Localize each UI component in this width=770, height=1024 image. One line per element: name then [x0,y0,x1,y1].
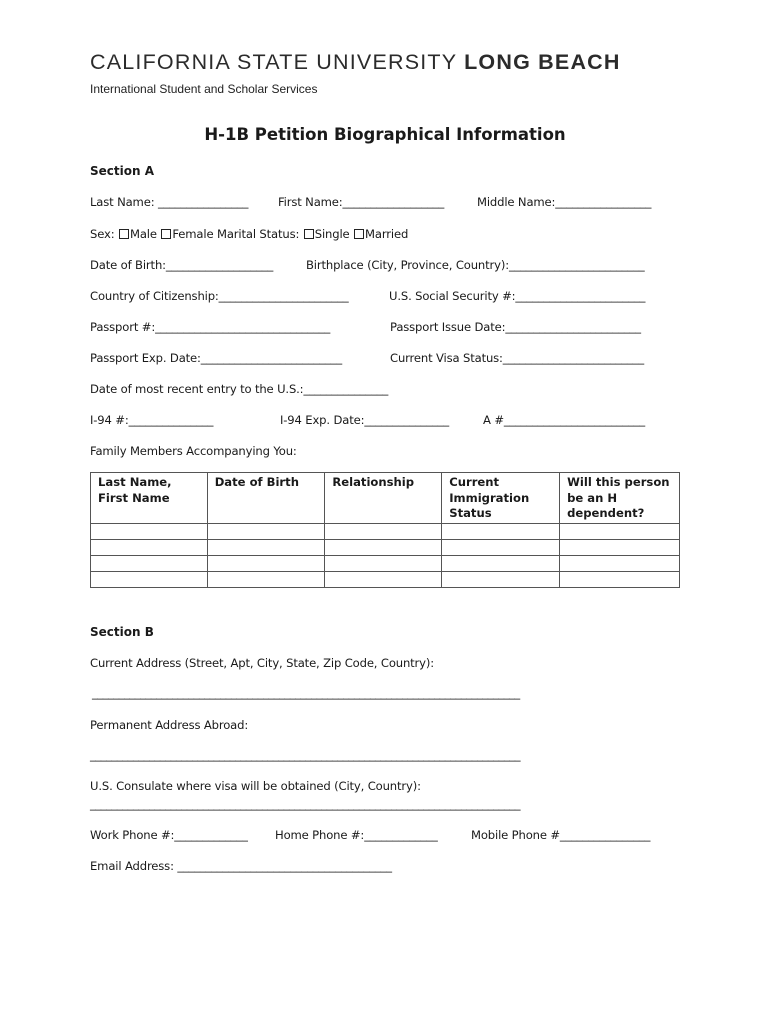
table-row [91,539,680,555]
table-cell[interactable] [91,555,208,571]
current-address-label: Current Address (Street, Apt, City, State, Zip Code, Country): [90,656,435,670]
table-cell[interactable] [207,523,325,539]
mobile-phone-field[interactable]: Mobile Phone #________________ [471,828,651,842]
page-title: H-1B Petition Biographical Information [204,125,566,144]
table-row [91,523,680,539]
single-label: Single [314,227,354,241]
male-checkbox[interactable] [119,229,129,239]
female-checkbox[interactable] [161,229,171,239]
table-cell[interactable] [325,555,442,571]
visa-status-field[interactable]: Current Visa Status:_________________________ [390,351,644,365]
table-row [91,571,680,587]
home-phone-field[interactable]: Home Phone #:_____________ [275,828,438,842]
table-cell[interactable] [207,539,325,555]
table-cell[interactable] [207,555,325,571]
family-members-label: Family Members Accompanying You: [90,444,297,458]
sex-marital-row [90,227,408,241]
table-cell[interactable] [91,539,208,555]
table-cell[interactable] [91,571,208,587]
permanent-address-label: Permanent Address Abroad: [90,718,249,732]
recent-entry-date-field[interactable]: Date of most recent entry to the U.S.:_______________ [90,382,389,396]
email-field[interactable]: Email Address: ______________________________________ [90,859,392,873]
column-header: Relationship [325,473,442,524]
table-row [91,555,680,571]
i94-exp-date-field[interactable]: I-94 Exp. Date:_______________ [280,413,450,427]
table-cell[interactable] [560,523,680,539]
male-label: Male [130,227,161,241]
table-cell[interactable] [442,523,560,539]
first-name-field[interactable]: First Name:__________________ [278,195,445,209]
table-cell[interactable] [325,523,442,539]
table-cell[interactable] [325,539,442,555]
table-cell[interactable] [442,539,560,555]
work-phone-field[interactable]: Work Phone #:_____________ [90,828,248,842]
female-label: Female [172,227,217,241]
sex-label: Sex: [90,227,118,241]
marital-status-label: Marital Status: [216,227,303,241]
logo-text: CALIFORNIA STATE UNIVERSITY [90,50,465,74]
permanent-address-line[interactable]: ________________________________________________________________________________ [90,748,521,762]
middle-name-field[interactable]: Middle Name:_________________ [477,195,652,209]
passport-exp-date-field[interactable]: Passport Exp. Date:_________________________ [90,351,342,365]
table-cell[interactable] [560,571,680,587]
birthplace-field[interactable]: Birthplace (City, Province, Country):________________________ [306,258,645,272]
table-cell[interactable] [91,523,208,539]
citizenship-field[interactable]: Country of Citizenship:_______________________ [90,289,349,303]
table-cell[interactable] [442,571,560,587]
married-checkbox[interactable] [354,229,364,239]
single-checkbox[interactable] [304,229,314,239]
last-name-field[interactable]: Last Name: ________________ [90,195,249,209]
consulate-label: U.S. Consulate where visa will be obtained (City, Country): [90,779,421,793]
section-b-heading: Section B [90,625,154,639]
column-header: Date of Birth [207,473,325,524]
column-header: Current Immigration Status [442,473,560,524]
table-cell[interactable] [560,555,680,571]
ssn-field[interactable]: U.S. Social Security #:_______________________ [389,289,646,303]
current-address-line[interactable]: ________________________________________________________________________________ [92,686,520,700]
column-header: Last Name, First Name [91,473,208,524]
date-of-birth-field[interactable]: Date of Birth:___________________ [90,258,274,272]
table-cell[interactable] [442,555,560,571]
table-cell[interactable] [560,539,680,555]
passport-number-field[interactable]: Passport #:_______________________________ [90,320,331,334]
consulate-line[interactable]: ________________________________________________________________________________ [90,797,521,811]
university-logo [90,50,621,75]
a-number-field[interactable]: A #_________________________ [483,413,646,427]
logo-text-bold: LONG BEACH [464,50,621,74]
department-name: International Student and Scholar Services [90,82,318,96]
married-label: Married [365,227,409,241]
table-cell[interactable] [325,571,442,587]
section-a-heading: Section A [90,164,154,178]
passport-issue-date-field[interactable]: Passport Issue Date:________________________ [390,320,641,334]
table-header-row [91,473,680,524]
family-members-table [90,472,680,588]
column-header: Will this person be an H dependent? [560,473,680,524]
table-cell[interactable] [207,571,325,587]
i94-number-field[interactable]: I-94 #:_______________ [90,413,214,427]
